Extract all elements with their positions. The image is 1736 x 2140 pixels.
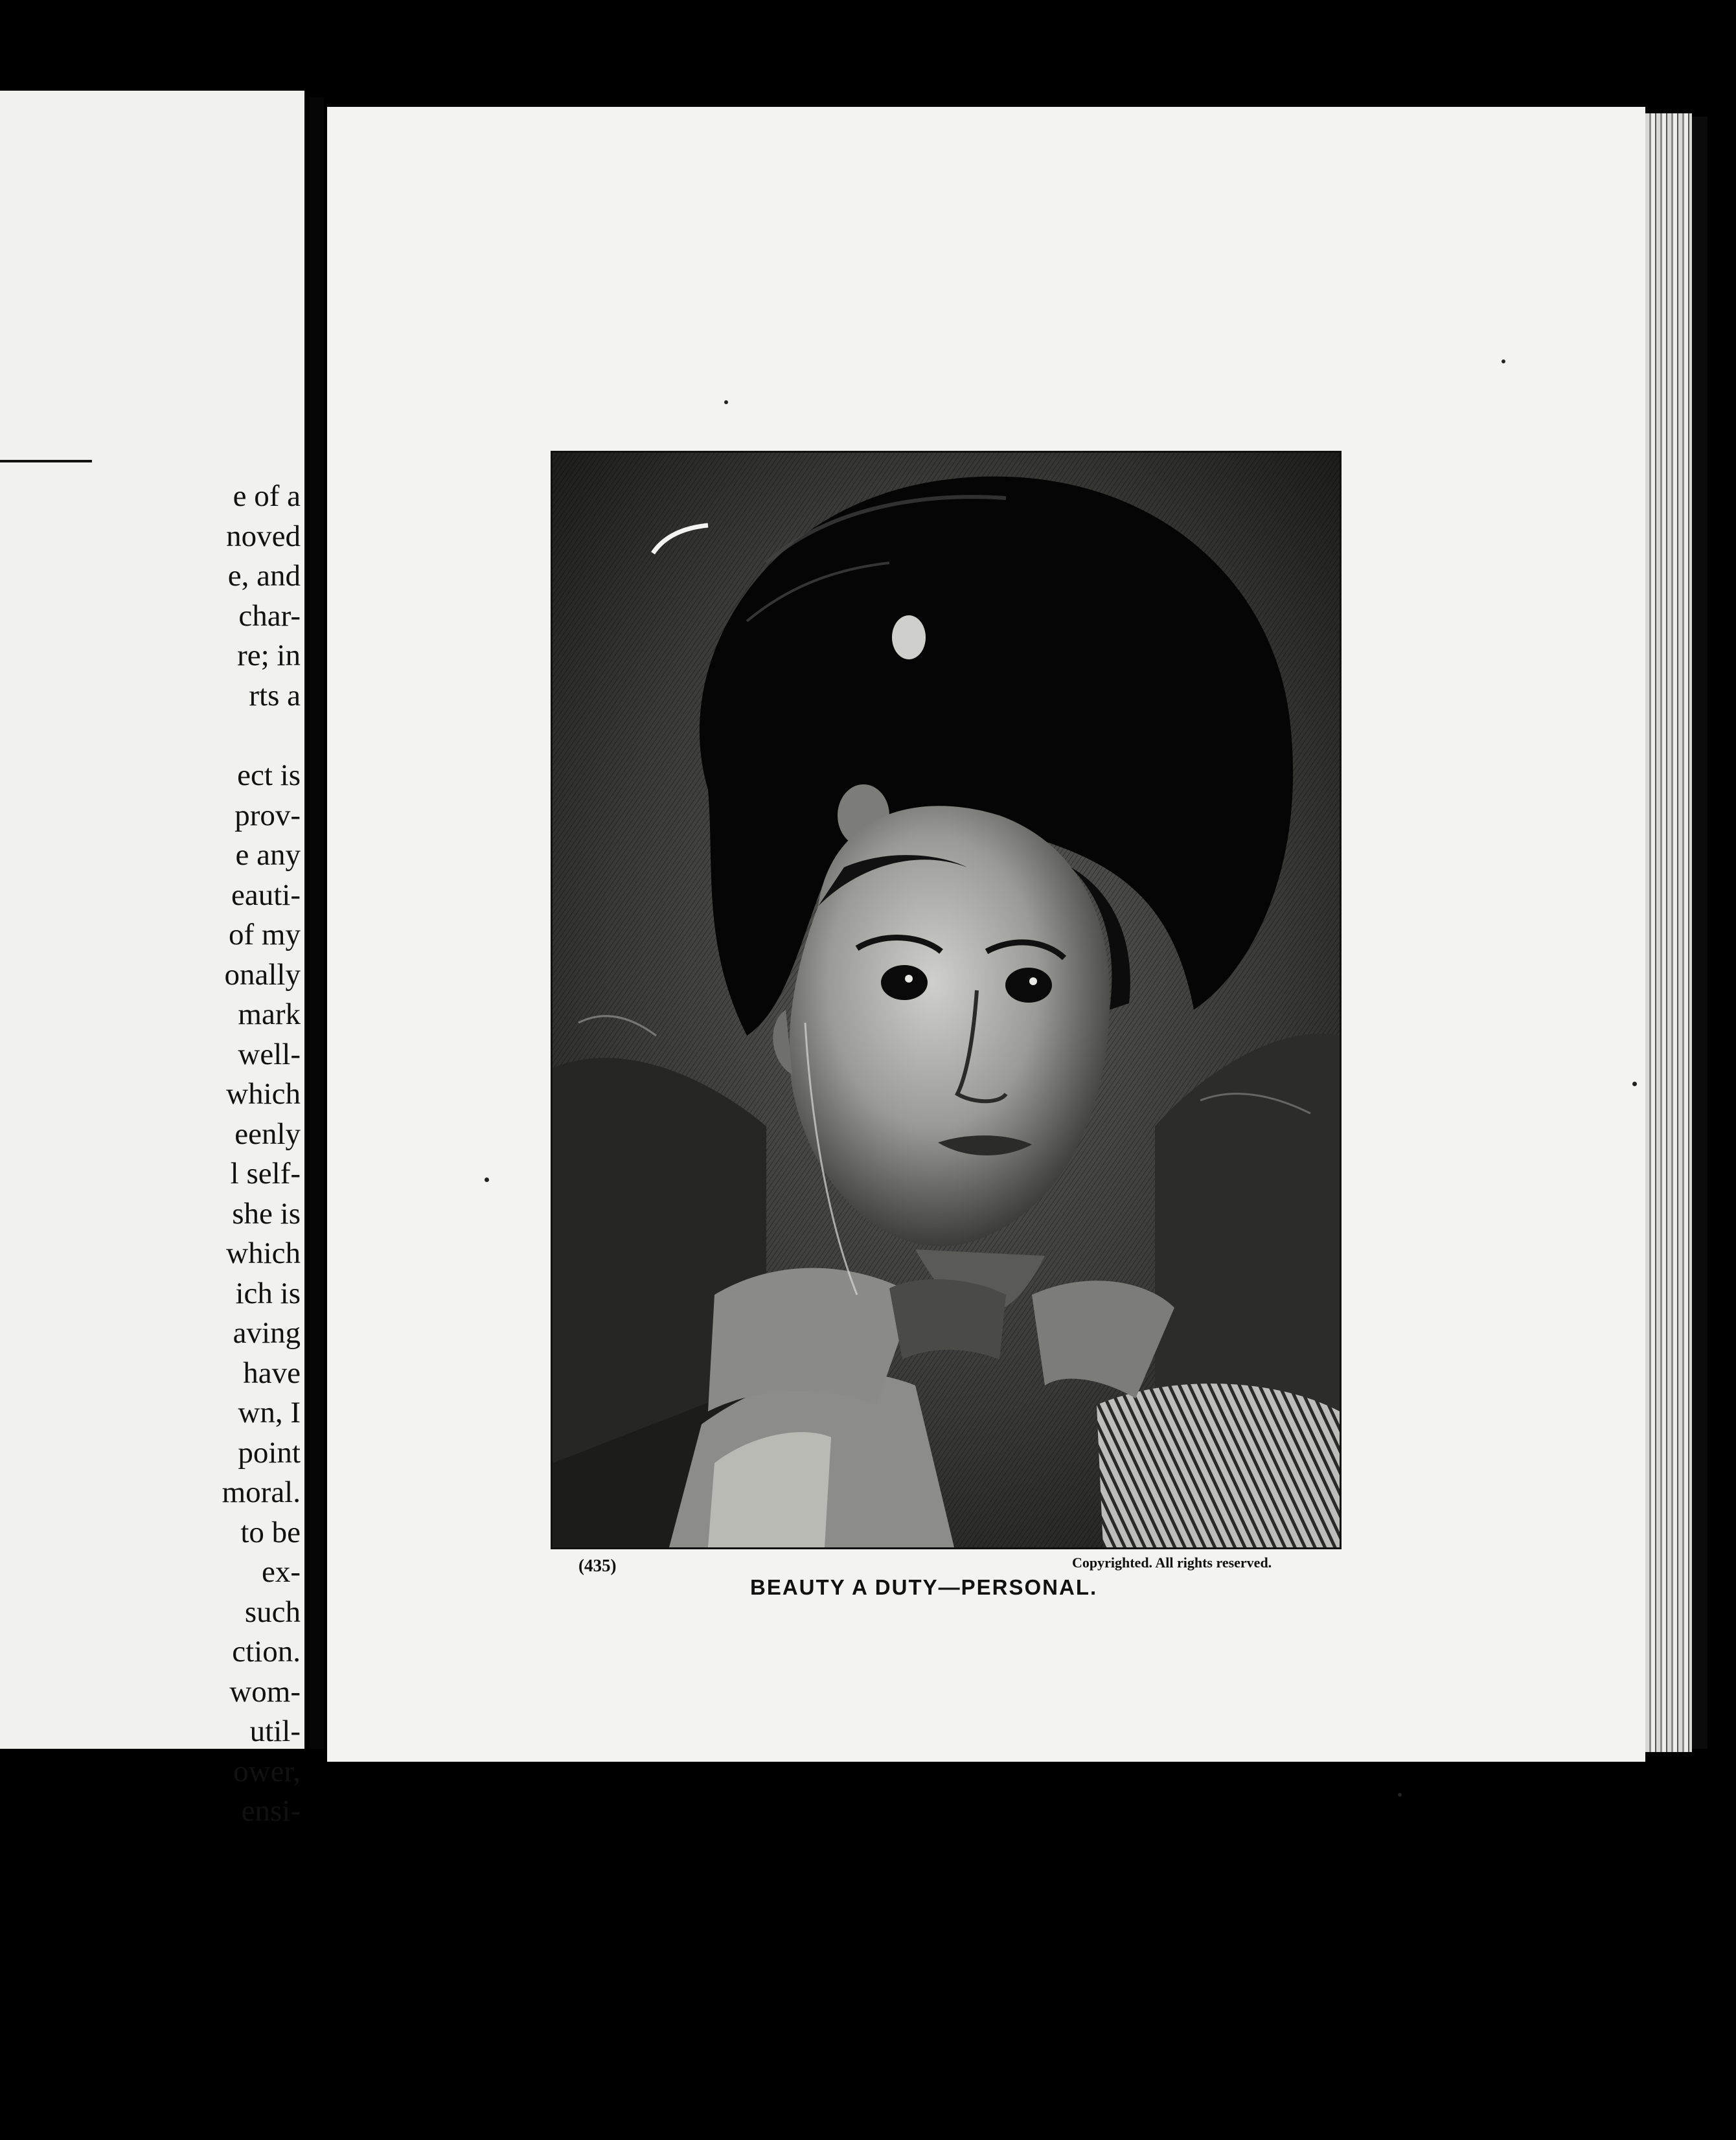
text-line: of my [229, 918, 301, 951]
text-line: ower, [233, 1754, 301, 1788]
text-line: ction. [232, 1635, 301, 1668]
illustration-caption: BEAUTY A DUTY—PERSONAL. [750, 1575, 1098, 1599]
text-line: ich is [235, 1276, 301, 1310]
scan-speck [1502, 359, 1505, 363]
page-edges [1645, 113, 1692, 1752]
left-page [0, 91, 304, 1828]
text-line: l self- [230, 1157, 301, 1190]
text-line: which [226, 1077, 301, 1111]
text-line: rts a [249, 678, 301, 712]
text-line: eauti- [231, 878, 301, 912]
text-line: e any [235, 838, 301, 872]
text-line: prov- [234, 798, 301, 832]
portrait-engraving [551, 451, 1342, 1549]
plate-number: (435) [578, 1556, 617, 1575]
text-line: such [244, 1595, 301, 1629]
text-line: aving [233, 1316, 301, 1350]
book-cover-edge [1692, 117, 1707, 1749]
text-line: moral. [222, 1475, 301, 1509]
text-line: to be [240, 1515, 301, 1549]
text-line: mark [238, 997, 301, 1031]
text-line: ensi- [241, 1794, 301, 1828]
left-page-text [106, 477, 301, 1832]
text-line: have [243, 1356, 301, 1390]
section-rule [0, 460, 92, 462]
text-line: noved [226, 519, 301, 553]
text-line: ex- [261, 1555, 301, 1589]
text-line: ect is [237, 758, 301, 792]
copyright-notice: Copyrighted. All rights reserved. [1072, 1554, 1272, 1571]
text-line: she is [232, 1196, 301, 1231]
book-gutter [310, 97, 324, 1749]
text-line: wom- [229, 1674, 301, 1709]
scan-speck [485, 1178, 489, 1182]
text-line: well- [238, 1037, 301, 1071]
text-line: e, and [227, 559, 301, 593]
text-line: onally [224, 957, 301, 992]
text-line: wn, I [238, 1396, 301, 1429]
text-line: char- [238, 598, 301, 633]
text-line: which [226, 1236, 301, 1270]
text-line: e of a [233, 479, 301, 513]
scan-speck [1632, 1082, 1637, 1086]
text-line: re; in [237, 639, 301, 672]
text-line: point [238, 1435, 301, 1470]
text-line: eenly [234, 1117, 301, 1151]
paragraph-gap [106, 716, 301, 756]
scan-speck [1398, 1793, 1402, 1797]
scan-speck [724, 400, 728, 404]
text-line: util- [249, 1714, 301, 1748]
